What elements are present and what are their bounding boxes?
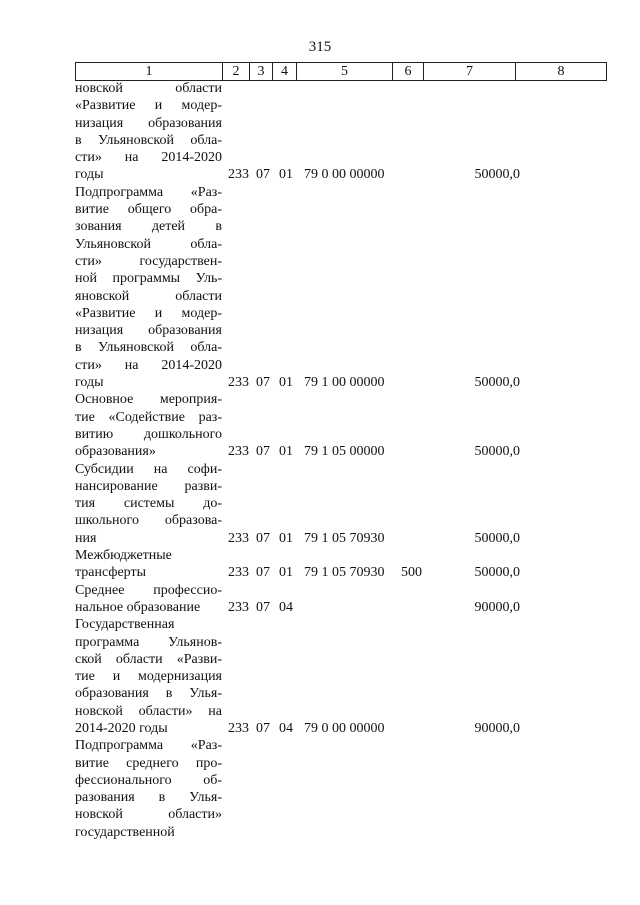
row-name-line: 2014-2020 годы <box>75 720 168 736</box>
row-value-cells <box>0 166 640 183</box>
table-row <box>0 80 640 184</box>
section-code-cell: 07 <box>256 720 270 736</box>
row-name-line: школьного образова- <box>75 513 222 529</box>
ministry-code-cell: 233 <box>228 375 249 391</box>
row-value-cells <box>0 720 640 737</box>
ministry-code-cell: 233 <box>228 565 249 581</box>
row-name-line: витие общего обра- <box>75 202 222 218</box>
row-name-line: ной программы Уль- <box>75 271 222 287</box>
row-value-cells <box>0 599 640 616</box>
row-name-line: низация образования <box>75 323 222 339</box>
amount-cell: 50000,0 <box>474 375 520 391</box>
row-name-line: Ульяновской обла- <box>75 236 222 252</box>
column-header-3: 3 <box>250 63 273 81</box>
row-name-line: витию дошкольного <box>75 426 222 442</box>
subsection-code-cell: 01 <box>279 444 293 460</box>
subsection-code-cell: 01 <box>279 375 293 391</box>
section-code-cell: 07 <box>256 167 270 183</box>
row-name-cell <box>75 184 222 392</box>
row-name-line: фессионального об- <box>75 772 222 788</box>
subsection-code-cell: 01 <box>279 530 293 546</box>
row-name-line: образования» <box>75 444 156 460</box>
row-name-line: разования в Улья- <box>75 790 222 806</box>
table-row <box>0 547 640 582</box>
row-value-cells <box>0 564 640 581</box>
row-name-line: новской области <box>75 81 222 96</box>
column-header-7: 7 <box>424 63 516 81</box>
column-header-1: 1 <box>76 63 223 81</box>
expense-type-code-cell: 500 <box>401 565 422 581</box>
subsection-code-cell: 01 <box>279 167 293 183</box>
row-name-line: витие среднего про- <box>75 755 222 771</box>
row-name-line: Основное мероприя- <box>75 392 222 408</box>
row-name-line: в Ульяновской обла- <box>75 132 222 148</box>
row-value-cells <box>0 530 640 547</box>
column-header-4: 4 <box>273 63 297 81</box>
row-name-line: Подпрограмма «Раз- <box>75 184 222 200</box>
ministry-code-cell: 233 <box>228 167 249 183</box>
row-name-line: зования детей в <box>75 219 222 235</box>
subsection-code-cell: 04 <box>279 720 293 736</box>
subsection-code-cell: 04 <box>279 599 293 615</box>
amount-cell: 50000,0 <box>474 444 520 460</box>
row-name-line: новской области» на <box>75 703 222 719</box>
row-name-line: тие «Содействие раз- <box>75 409 222 425</box>
section-code-cell: 07 <box>256 565 270 581</box>
column-header-table <box>75 62 607 81</box>
ministry-code-cell: 233 <box>228 599 249 615</box>
column-header-5: 5 <box>297 63 393 81</box>
row-name-line: Среднее профессио- <box>75 582 222 598</box>
amount-cell: 90000,0 <box>474 599 520 615</box>
row-name-line: новской области» <box>75 807 222 823</box>
row-value-cells <box>0 443 640 460</box>
row-name-line: нальное образование <box>75 599 201 615</box>
row-name-line: ской области «Разви- <box>75 651 222 667</box>
table-row <box>0 461 640 547</box>
section-code-cell: 07 <box>256 444 270 460</box>
row-name-line: годы <box>75 167 104 183</box>
section-code-cell: 07 <box>256 375 270 391</box>
row-name-line: Межбюджетные <box>75 548 172 564</box>
row-name-line: сти» государствен- <box>75 253 222 269</box>
row-value-cells <box>0 374 640 391</box>
amount-cell: 50000,0 <box>474 530 520 546</box>
row-name-line: тие и модернизация <box>75 669 222 685</box>
target-article-code-cell: 79 1 05 70930 <box>304 565 385 581</box>
row-name-line: ния <box>75 530 97 546</box>
row-name-line: образования в Улья- <box>75 686 222 702</box>
column-header-row <box>76 63 607 81</box>
page-number: 315 <box>308 39 332 55</box>
row-name-line: тия системы до- <box>75 496 222 512</box>
table-row <box>0 737 640 841</box>
row-name-line: сти» на 2014-2020 <box>75 150 222 166</box>
section-code-cell: 07 <box>256 599 270 615</box>
column-header-8: 8 <box>516 63 607 81</box>
ministry-code-cell: 233 <box>228 444 249 460</box>
row-name-line: яновской области <box>75 288 222 304</box>
row-name-line: в Ульяновской обла- <box>75 340 222 356</box>
target-article-code-cell: 79 1 05 70930 <box>304 530 385 546</box>
column-header-2: 2 <box>223 63 250 81</box>
table-row <box>0 582 640 617</box>
table-row <box>0 184 640 392</box>
row-name-line: годы <box>75 375 104 391</box>
ministry-code-cell: 233 <box>228 720 249 736</box>
table-row <box>0 391 640 460</box>
row-name-line: государственной <box>75 824 175 840</box>
subsection-code-cell: 01 <box>279 565 293 581</box>
section-code-cell: 07 <box>256 530 270 546</box>
column-header-6: 6 <box>393 63 424 81</box>
target-article-code-cell: 79 0 00 00000 <box>304 167 385 183</box>
table-body <box>0 80 640 841</box>
row-name-line: Подпрограмма «Раз- <box>75 738 222 754</box>
table-row <box>0 616 640 737</box>
row-name-line: «Развитие и модер- <box>75 98 222 114</box>
row-name-line: нансирование разви- <box>75 478 222 494</box>
amount-cell: 50000,0 <box>474 565 520 581</box>
target-article-code-cell: 79 1 05 00000 <box>304 444 385 460</box>
row-name-line: программа Ульянов- <box>75 634 222 650</box>
row-name-line: Субсидии на софи- <box>75 461 222 477</box>
ministry-code-cell: 233 <box>228 530 249 546</box>
row-name-line: Государственная <box>75 617 175 633</box>
amount-cell: 50000,0 <box>474 167 520 183</box>
target-article-code-cell: 79 1 00 00000 <box>304 375 385 391</box>
row-name-line: сти» на 2014-2020 <box>75 357 222 373</box>
row-value-cells <box>0 824 640 841</box>
target-article-code-cell: 79 0 00 00000 <box>304 720 385 736</box>
row-name-line: низация образования <box>75 115 222 131</box>
amount-cell: 90000,0 <box>474 720 520 736</box>
row-name-line: «Развитие и модер- <box>75 305 222 321</box>
row-name-line: трансферты <box>75 565 147 581</box>
